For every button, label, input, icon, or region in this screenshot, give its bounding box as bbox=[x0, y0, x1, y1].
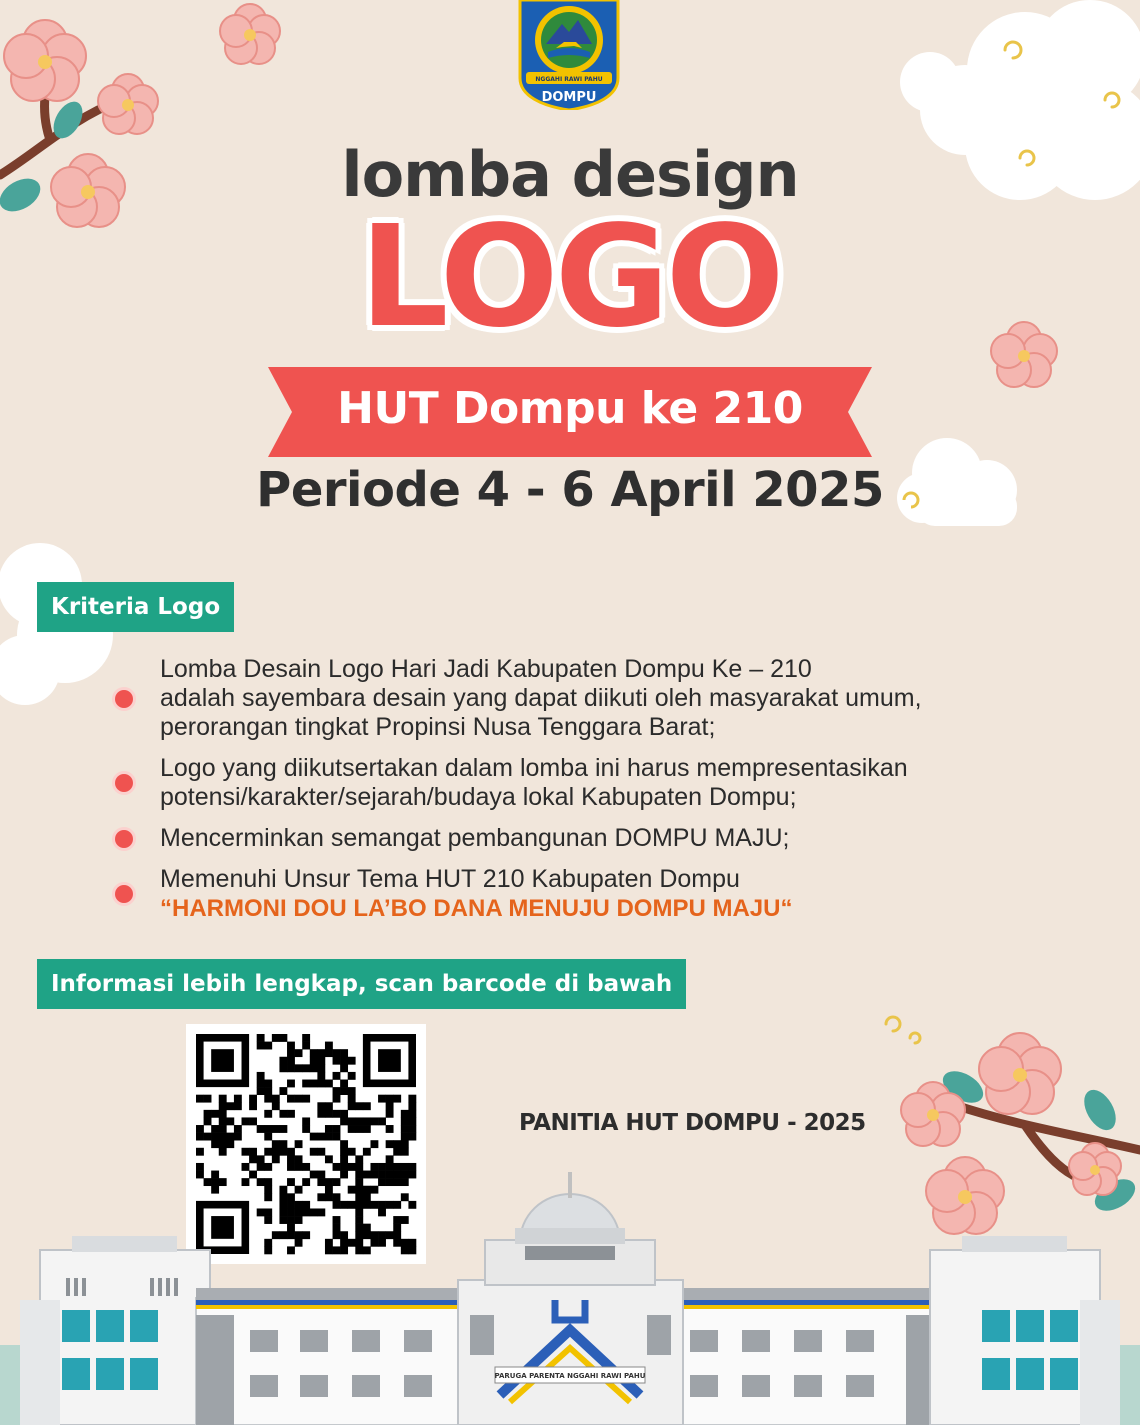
criteria-item bbox=[108, 865, 1008, 923]
criteria-line: Logo yang diikutsertakan dalam lomba ini harus mempresentasikan bbox=[160, 754, 908, 782]
criteria-item bbox=[108, 754, 1008, 812]
dompu-crest-logo bbox=[516, 0, 622, 110]
bullet-icon bbox=[115, 830, 133, 848]
criteria-label: Kriteria Logo bbox=[37, 582, 234, 632]
criteria-list bbox=[108, 655, 1008, 935]
info-label: Informasi lebih lengkap, scan barcode di bawah bbox=[37, 959, 686, 1009]
criteria-line: potensi/karakter/sejarah/budaya lokal Kabupaten Dompu; bbox=[160, 783, 797, 811]
bullet-icon bbox=[115, 885, 133, 903]
criteria-line: perorangan tingkat Propinsi Nusa Tenggara Barat; bbox=[160, 713, 716, 741]
crest-name: DOMPU bbox=[541, 90, 597, 105]
criteria-line: Memenuhi Unsur Tema HUT 210 Kabupaten Dompu bbox=[160, 865, 740, 893]
building-sign: PARUGA PARENTA NGGAHI RAWI PAHU bbox=[494, 1372, 646, 1380]
criteria-item bbox=[108, 655, 1008, 742]
period-text: Periode 4 - 6 April 2025 bbox=[256, 462, 884, 518]
government-building-illustration bbox=[0, 1170, 1140, 1425]
criteria-line: adalah sayembara desain yang dapat diikuti oleh masyarakat umum, bbox=[160, 684, 922, 712]
crest-motto: NGGAHI RAWI PAHU bbox=[535, 76, 603, 83]
ribbon-text: HUT Dompu ke 210 bbox=[337, 383, 803, 434]
headline-lomba-design: lomba design bbox=[341, 138, 799, 211]
panitia-text: PANITIA HUT DOMPU - 2025 bbox=[519, 1110, 866, 1136]
bullet-icon bbox=[115, 690, 133, 708]
bullet-icon bbox=[115, 774, 133, 792]
theme-quote: “HARMONI DOU LA’BO DANA MENUJU DOMPU MAJU“ bbox=[160, 895, 793, 922]
criteria-item bbox=[108, 824, 1008, 853]
criteria-line: Mencerminkan semangat pembangunan DOMPU MAJU; bbox=[160, 824, 790, 852]
criteria-line: Lomba Desain Logo Hari Jadi Kabupaten Dompu Ke – 210 bbox=[160, 655, 812, 683]
headline-logo: LOGO bbox=[359, 196, 781, 359]
